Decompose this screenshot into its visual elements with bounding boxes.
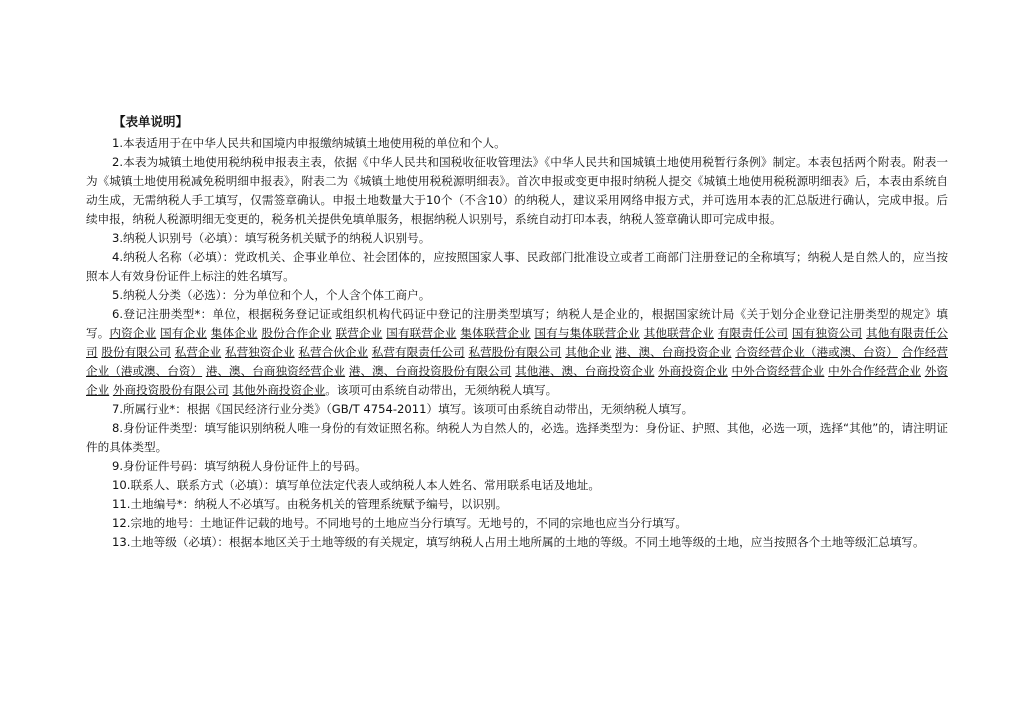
registration-type-item: 中外合作经营企业 [828, 364, 921, 378]
paragraph-7: 7.所属行业*：根据《国民经济行业分类》（GB/T 4754-2011）填写。该项可由系统自动带出，无须纳税人填写。 [112, 402, 694, 416]
registration-type-item: 联营企业 [335, 326, 383, 340]
paragraph-12: 12.宗地的地号：土地证件记载的地号。不同地号的土地应当分行填写。无地号的，不同的宗地也应当分行填写。 [112, 516, 687, 530]
registration-type-item: 集体联营企业 [460, 326, 531, 340]
paragraph-6-prefix: 6.登记注册类型*：单位，根据税务登记证或组织机构代码证中登记的注册类型填写；纳税人是企业的，根据国家统计局《关于划分企业登记注册类型的规定》填写。 [86, 307, 948, 340]
paragraph-5: 5.纳税人分类（必选）：分为单位和个人，个人含个体工商户。 [112, 288, 431, 302]
registration-type-item: 私营有限责任公司 [371, 345, 465, 359]
instructions-document [86, 112, 948, 552]
registration-type-item: 外商投资企业 [658, 364, 728, 378]
paragraph-4: 4.纳税人名称（必填）：党政机关、企事业单位、社会团体的，应按照国家人事、民政部门批准设立或者工商部门注册登记的全称填写；纳税人是自然人的，应当按照本人有效身份证件上标注的姓名填写。 [86, 250, 948, 283]
registration-type-item: 国有联营企业 [386, 326, 457, 340]
registration-type-item: 有限责任公司 [717, 326, 789, 340]
registration-type-item: 港、澳、台商独资经营企业 [205, 364, 346, 378]
registration-type-item: 私营合伙企业 [298, 345, 369, 359]
paragraph-9: 9.身份证件号码：填写纳税人身份证件上的号码。 [112, 459, 367, 473]
registration-type-item: 内资企业 [109, 326, 157, 340]
registration-type-item: 中外合资经营企业 [731, 364, 825, 378]
registration-type-item: 私营独资企业 [224, 345, 295, 359]
paragraph-10: 10.联系人、联系方式（必填）：填写单位法定代表人或纳税人本人姓名、常用联系电话及地址。 [112, 478, 600, 492]
registration-type-item: 私营股份有限公司 [468, 345, 562, 359]
registration-type-item: 国有企业 [160, 326, 207, 340]
paragraph-3: 3.纳税人识别号（必填）：填写税务机关赋予的纳税人识别号。 [112, 231, 431, 245]
paragraph-8: 8.身份证件类型：填写能识别纳税人唯一身份的有效证照名称。纳税人为自然人的，必选。选择类型为：身份证、护照、其他，必选一项，选择“其他”的，请注明证件的具体类型。 [86, 421, 948, 454]
registration-type-item: 其他港、澳、台商投资企业 [515, 364, 655, 378]
registration-type-item: 合资经营企业（港或澳、台资） [735, 345, 898, 359]
registration-type-item: 港、澳、台商投资企业 [615, 345, 732, 359]
paragraph-6 [86, 305, 948, 400]
paragraph-6-suffix: 。该项可由系统自动带出，无须纳税人填写。 [325, 383, 558, 397]
registration-type-item: 外资企业 [86, 364, 948, 397]
registration-type-item: 其他企业 [565, 345, 612, 359]
registration-type-item: 股份有限公司 [101, 345, 172, 359]
registration-type-item: 港、澳、台商投资股份有限公司 [348, 364, 512, 378]
registration-type-item: 集体企业 [210, 326, 258, 340]
registration-type-item: 国有与集体联营企业 [534, 326, 640, 340]
registration-type-item: 国有独资公司 [791, 326, 863, 340]
registration-type-item: 私营企业 [174, 345, 222, 359]
registration-type-item: 外商投资股份有限公司 [112, 383, 229, 397]
registration-type-item: 其他有限责任公司 [86, 326, 948, 359]
paragraph-13: 13.土地等级（必填）：根据本地区关于土地等级的有关规定，填写纳税人占用土地所属的土地的等级。不同土地等级的土地，应当按照各个土地等级汇总填写。 [112, 535, 925, 549]
document-title: 【表单说明】 [113, 114, 189, 129]
registration-type-item: 其他联营企业 [643, 326, 714, 340]
paragraph-1: 1.本表适用于在中华人民共和国境内申报缴纳城镇土地使用税的单位和个人。 [112, 136, 506, 150]
paragraph-2: 2.本表为城镇土地使用税纳税申报表主表，依据《中华人民共和国税收征收管理法》《中华人民共和国城镇土地使用税暂行条例》制定。本表包括两个附表。附表一为《城镇土地使用税减免税明细申报表》，附表二为《城镇土地使用税税源明细表》。首次申报或变更申报时纳税人提交《城镇土地使用税税源明细表》后，本表由系统自动生成，无需纳税人手工填写，仅需签章确认。申报土地数量大于10个（不含10）的纳税人，建议采用网络申报方式，并可选用本表的汇总版进行确认，完成申报。后续申报，纳税人税源明细无变更的，税务机关提供免填单服务，根据纳税人识别号，系统自动打印本表，纳税人签章确认即可完成申报。 [86, 155, 948, 226]
registration-type-item: 其他外商投资企业 [232, 383, 326, 397]
registration-type-item: 合作经营企业（港或澳、台资） [86, 345, 948, 378]
registration-type-item: 股份合作企业 [261, 326, 332, 340]
paragraph-11: 11.土地编号*：纳税人不必填写。由税务机关的管理系统赋予编号，以识别。 [112, 497, 508, 511]
